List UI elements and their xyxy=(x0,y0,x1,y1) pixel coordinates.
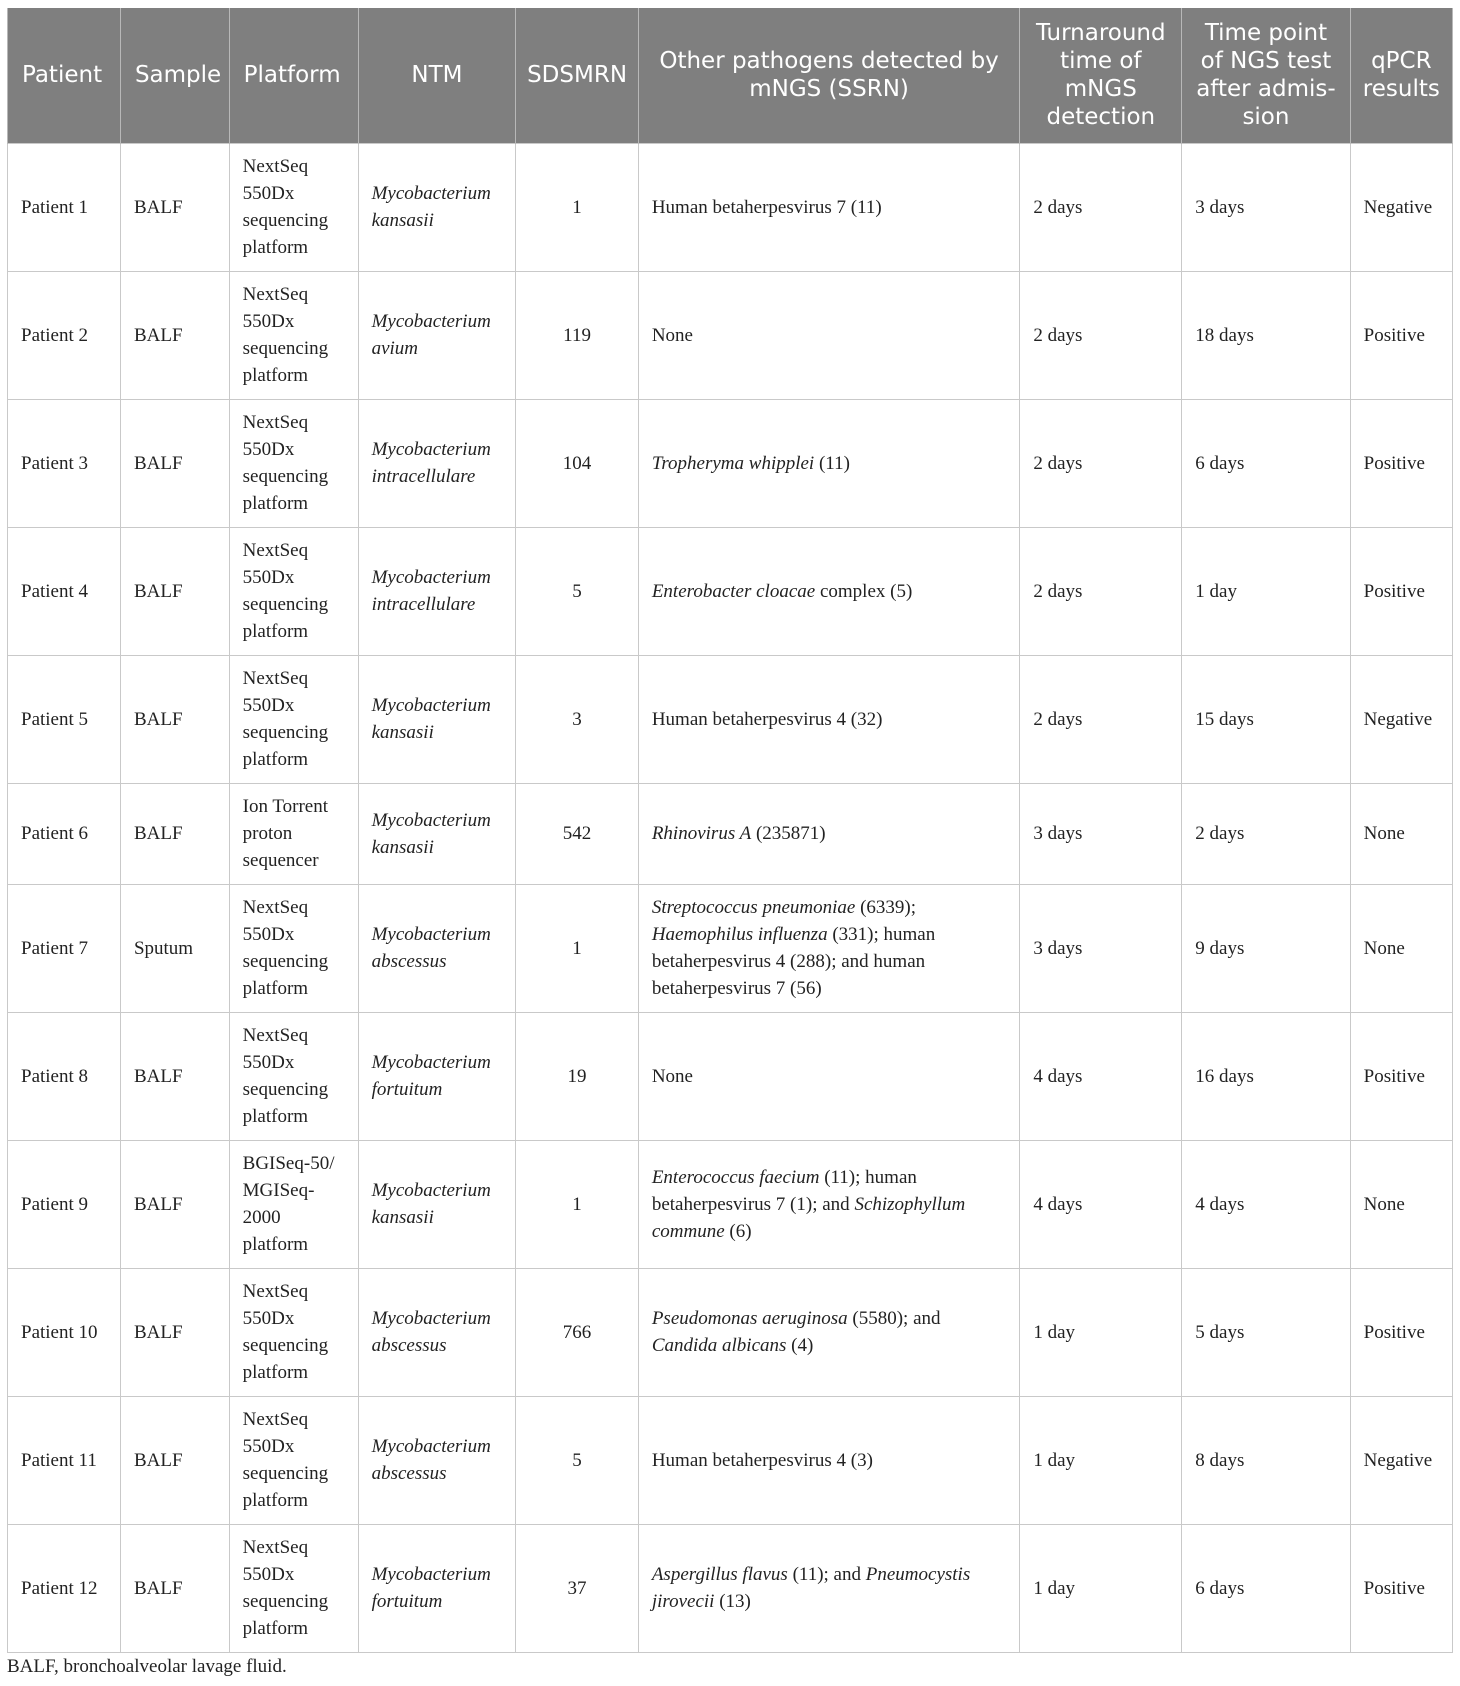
cell-ntm: Mycobacterium kansasii xyxy=(358,783,516,884)
cell-turnaround: 1 day xyxy=(1020,1396,1182,1524)
cell-qpcr: Positive xyxy=(1350,271,1452,399)
results-table xyxy=(7,8,1453,1653)
cell-turnaround: 2 days xyxy=(1020,143,1182,271)
cell-patient: Patient 12 xyxy=(8,1524,121,1652)
pathogen-name-italic: Pseudomonas aeruginosa xyxy=(651,1308,848,1329)
pathogen-text: (6) xyxy=(724,1220,752,1242)
table-body xyxy=(8,143,1453,1652)
cell-sample: BALF xyxy=(120,399,229,527)
cell-ntm: Mycobacterium abscessus xyxy=(358,884,516,1012)
cell-turnaround: 1 day xyxy=(1020,1524,1182,1652)
cell-ntm: Mycobacterium abscessus xyxy=(358,1396,516,1524)
header-qpcr: qPCR results xyxy=(1350,8,1452,143)
pathogen-text: (235871) xyxy=(751,823,826,844)
header-time-point: Time point of NGS test after admis-sion xyxy=(1182,8,1350,143)
cell-ntm: Mycobacterium avium xyxy=(358,271,516,399)
cell-qpcr: None xyxy=(1350,783,1452,884)
table-row xyxy=(8,1524,1453,1652)
cell-qpcr: Negative xyxy=(1350,143,1452,271)
pathogen-name-italic: Enterococcus faecium xyxy=(651,1166,820,1188)
cell-other-pathogens xyxy=(638,1268,1019,1396)
cell-qpcr: Positive xyxy=(1350,1524,1452,1652)
cell-time-point: 9 days xyxy=(1182,884,1350,1012)
cell-sample: BALF xyxy=(120,1524,229,1652)
table-row xyxy=(8,655,1453,783)
cell-sample: BALF xyxy=(120,527,229,655)
pathogen-text: (13) xyxy=(714,1591,751,1612)
table-row xyxy=(8,143,1453,271)
cell-time-point: 5 days xyxy=(1182,1268,1350,1396)
cell-other-pathogens xyxy=(638,884,1019,1012)
cell-patient: Patient 5 xyxy=(8,655,121,783)
cell-sample: BALF xyxy=(120,1396,229,1524)
cell-time-point: 8 days xyxy=(1182,1396,1350,1524)
pathogen-text: (331); human betaherpesvirus 4 (288); and human betaherpesvirus 7 (56) xyxy=(651,924,936,999)
cell-patient: Patient 6 xyxy=(8,783,121,884)
cell-sdsmrn: 104 xyxy=(516,399,639,527)
cell-patient: Patient 4 xyxy=(8,527,121,655)
cell-platform: NextSeq 550Dx sequencing platform xyxy=(229,527,358,655)
cell-ntm: Mycobacterium fortuitum xyxy=(358,1524,516,1652)
cell-other-pathogens xyxy=(638,1396,1019,1524)
header-platform: Platform xyxy=(229,8,358,143)
cell-time-point: 18 days xyxy=(1182,271,1350,399)
cell-sdsmrn: 37 xyxy=(516,1524,639,1652)
cell-ntm: Mycobacterium intracellulare xyxy=(358,399,516,527)
pathogen-name-italic: Tropheryma whipplei xyxy=(651,452,815,474)
cell-ntm: Mycobacterium intracellulare xyxy=(358,527,516,655)
cell-patient: Patient 7 xyxy=(8,884,121,1012)
cell-platform: NextSeq 550Dx sequencing platform xyxy=(229,1268,358,1396)
cell-qpcr: None xyxy=(1350,1140,1452,1268)
cell-ntm: Mycobacterium kansasii xyxy=(358,1140,516,1268)
cell-other-pathogens xyxy=(638,143,1019,271)
cell-ntm: Mycobacterium kansasii xyxy=(358,143,516,271)
pathogen-name-italic: Rhinovirus A xyxy=(651,823,752,844)
table-row xyxy=(8,1012,1453,1140)
cell-turnaround: 3 days xyxy=(1020,884,1182,1012)
cell-sample: BALF xyxy=(120,271,229,399)
cell-ntm: Mycobacterium kansasii xyxy=(358,655,516,783)
table-wrapper xyxy=(7,8,1453,1653)
cell-qpcr: Positive xyxy=(1350,399,1452,527)
cell-qpcr: Negative xyxy=(1350,655,1452,783)
cell-patient: Patient 2 xyxy=(8,271,121,399)
cell-qpcr: Positive xyxy=(1350,1268,1452,1396)
cell-qpcr: None xyxy=(1350,884,1452,1012)
cell-other-pathogens xyxy=(638,655,1019,783)
cell-patient: Patient 8 xyxy=(8,1012,121,1140)
cell-time-point: 1 day xyxy=(1182,527,1350,655)
pathogen-text: Human betaherpesvirus 4 (3) xyxy=(651,1449,873,1471)
cell-time-point: 6 days xyxy=(1182,1524,1350,1652)
cell-other-pathogens xyxy=(638,271,1019,399)
pathogen-text: (11); human betaherpesvirus 7 (1); and xyxy=(651,1166,917,1215)
pathogen-text: (5580); and xyxy=(847,1308,941,1329)
cell-sdsmrn: 542 xyxy=(516,783,639,884)
cell-sdsmrn: 1 xyxy=(516,143,639,271)
cell-sdsmrn: 3 xyxy=(516,655,639,783)
table-row xyxy=(8,783,1453,884)
cell-other-pathogens xyxy=(638,399,1019,527)
cell-patient: Patient 10 xyxy=(8,1268,121,1396)
table-row xyxy=(8,399,1453,527)
pathogen-name-italic: Streptococcus pneumoniae xyxy=(651,897,856,918)
cell-sample: BALF xyxy=(120,783,229,884)
cell-other-pathogens xyxy=(638,1012,1019,1140)
cell-platform: NextSeq 550Dx sequencing platform xyxy=(229,884,358,1012)
cell-other-pathogens xyxy=(638,527,1019,655)
table-row xyxy=(8,884,1453,1012)
cell-turnaround: 2 days xyxy=(1020,399,1182,527)
table-row xyxy=(8,1140,1453,1268)
table-row xyxy=(8,527,1453,655)
cell-patient: Patient 1 xyxy=(8,143,121,271)
pathogen-name-italic: Haemophilus influenza xyxy=(651,924,828,945)
table-row xyxy=(8,1268,1453,1396)
cell-sample: BALF xyxy=(120,143,229,271)
table-footnote: BALF, bronchoalveolar lavage fluid. xyxy=(7,1656,287,1677)
cell-qpcr: Positive xyxy=(1350,527,1452,655)
cell-other-pathogens xyxy=(638,1524,1019,1652)
cell-platform: NextSeq 550Dx sequencing platform xyxy=(229,1524,358,1652)
cell-platform: BGISeq-50/ MGISeq-2000 platform xyxy=(229,1140,358,1268)
cell-sample: BALF xyxy=(120,655,229,783)
pathogen-text: (11) xyxy=(814,452,850,474)
cell-time-point: 16 days xyxy=(1182,1012,1350,1140)
cell-turnaround: 2 days xyxy=(1020,271,1182,399)
cell-platform: NextSeq 550Dx sequencing platform xyxy=(229,271,358,399)
cell-time-point: 15 days xyxy=(1182,655,1350,783)
cell-other-pathogens xyxy=(638,783,1019,884)
cell-time-point: 2 days xyxy=(1182,783,1350,884)
cell-turnaround: 4 days xyxy=(1020,1140,1182,1268)
header-sdsmrn: SDSMRN xyxy=(516,8,639,143)
pathogen-name-italic: Candida albicans xyxy=(651,1335,787,1356)
cell-time-point: 4 days xyxy=(1182,1140,1350,1268)
pathogen-text: None xyxy=(651,324,693,346)
cell-sdsmrn: 119 xyxy=(516,271,639,399)
pathogen-text: complex (5) xyxy=(815,580,913,602)
header-patient: Patient xyxy=(8,8,121,143)
cell-sdsmrn: 19 xyxy=(516,1012,639,1140)
cell-sdsmrn: 5 xyxy=(516,1396,639,1524)
header-ntm: NTM xyxy=(358,8,516,143)
cell-platform: NextSeq 550Dx sequencing platform xyxy=(229,143,358,271)
pathogen-text: (11); and xyxy=(787,1564,866,1585)
pathogen-text: Human betaherpesvirus 7 (11) xyxy=(651,196,882,218)
pathogen-text: Human betaherpesvirus 4 (32) xyxy=(651,708,883,730)
cell-qpcr: Positive xyxy=(1350,1012,1452,1140)
pathogen-name-italic: Schizophyllum commune xyxy=(651,1193,966,1242)
pathogen-text: (4) xyxy=(786,1335,814,1356)
cell-sample: BALF xyxy=(120,1012,229,1140)
cell-ntm: Mycobacterium abscessus xyxy=(358,1268,516,1396)
cell-sdsmrn: 766 xyxy=(516,1268,639,1396)
pathogen-name-italic: Pneumocystis jirovecii xyxy=(651,1564,971,1612)
cell-turnaround: 2 days xyxy=(1020,527,1182,655)
cell-turnaround: 1 day xyxy=(1020,1268,1182,1396)
cell-turnaround: 4 days xyxy=(1020,1012,1182,1140)
cell-sample: Sputum xyxy=(120,884,229,1012)
cell-platform: NextSeq 550Dx sequencing platform xyxy=(229,399,358,527)
cell-qpcr: Negative xyxy=(1350,1396,1452,1524)
cell-sdsmrn: 5 xyxy=(516,527,639,655)
pathogen-text: None xyxy=(651,1065,693,1087)
cell-ntm: Mycobacterium fortuitum xyxy=(358,1012,516,1140)
header-sample: Sample xyxy=(120,8,229,143)
cell-platform: NextSeq 550Dx sequencing platform xyxy=(229,1396,358,1524)
cell-platform: Ion Torrent proton sequencer xyxy=(229,783,358,884)
pathogen-name-italic: Aspergillus flavus xyxy=(651,1564,788,1585)
table-row xyxy=(8,271,1453,399)
table-row xyxy=(8,1396,1453,1524)
cell-sample: BALF xyxy=(120,1140,229,1268)
cell-platform: NextSeq 550Dx sequencing platform xyxy=(229,655,358,783)
cell-patient: Patient 3 xyxy=(8,399,121,527)
cell-time-point: 6 days xyxy=(1182,399,1350,527)
header-turnaround: Turnaround time of mNGS detection xyxy=(1020,8,1182,143)
cell-turnaround: 3 days xyxy=(1020,783,1182,884)
pathogen-name-italic: Enterobacter cloacae xyxy=(651,580,816,602)
cell-patient: Patient 9 xyxy=(8,1140,121,1268)
cell-time-point: 3 days xyxy=(1182,143,1350,271)
cell-patient: Patient 11 xyxy=(8,1396,121,1524)
cell-sample: BALF xyxy=(120,1268,229,1396)
cell-other-pathogens xyxy=(638,1140,1019,1268)
cell-sdsmrn: 1 xyxy=(516,884,639,1012)
cell-platform: NextSeq 550Dx sequencing platform xyxy=(229,1012,358,1140)
cell-turnaround: 2 days xyxy=(1020,655,1182,783)
pathogen-text: (6339); xyxy=(855,897,917,918)
header-row xyxy=(8,8,1453,143)
cell-sdsmrn: 1 xyxy=(516,1140,639,1268)
header-other-pathogens: Other pathogens detected by mNGS (SSRN) xyxy=(638,8,1019,143)
